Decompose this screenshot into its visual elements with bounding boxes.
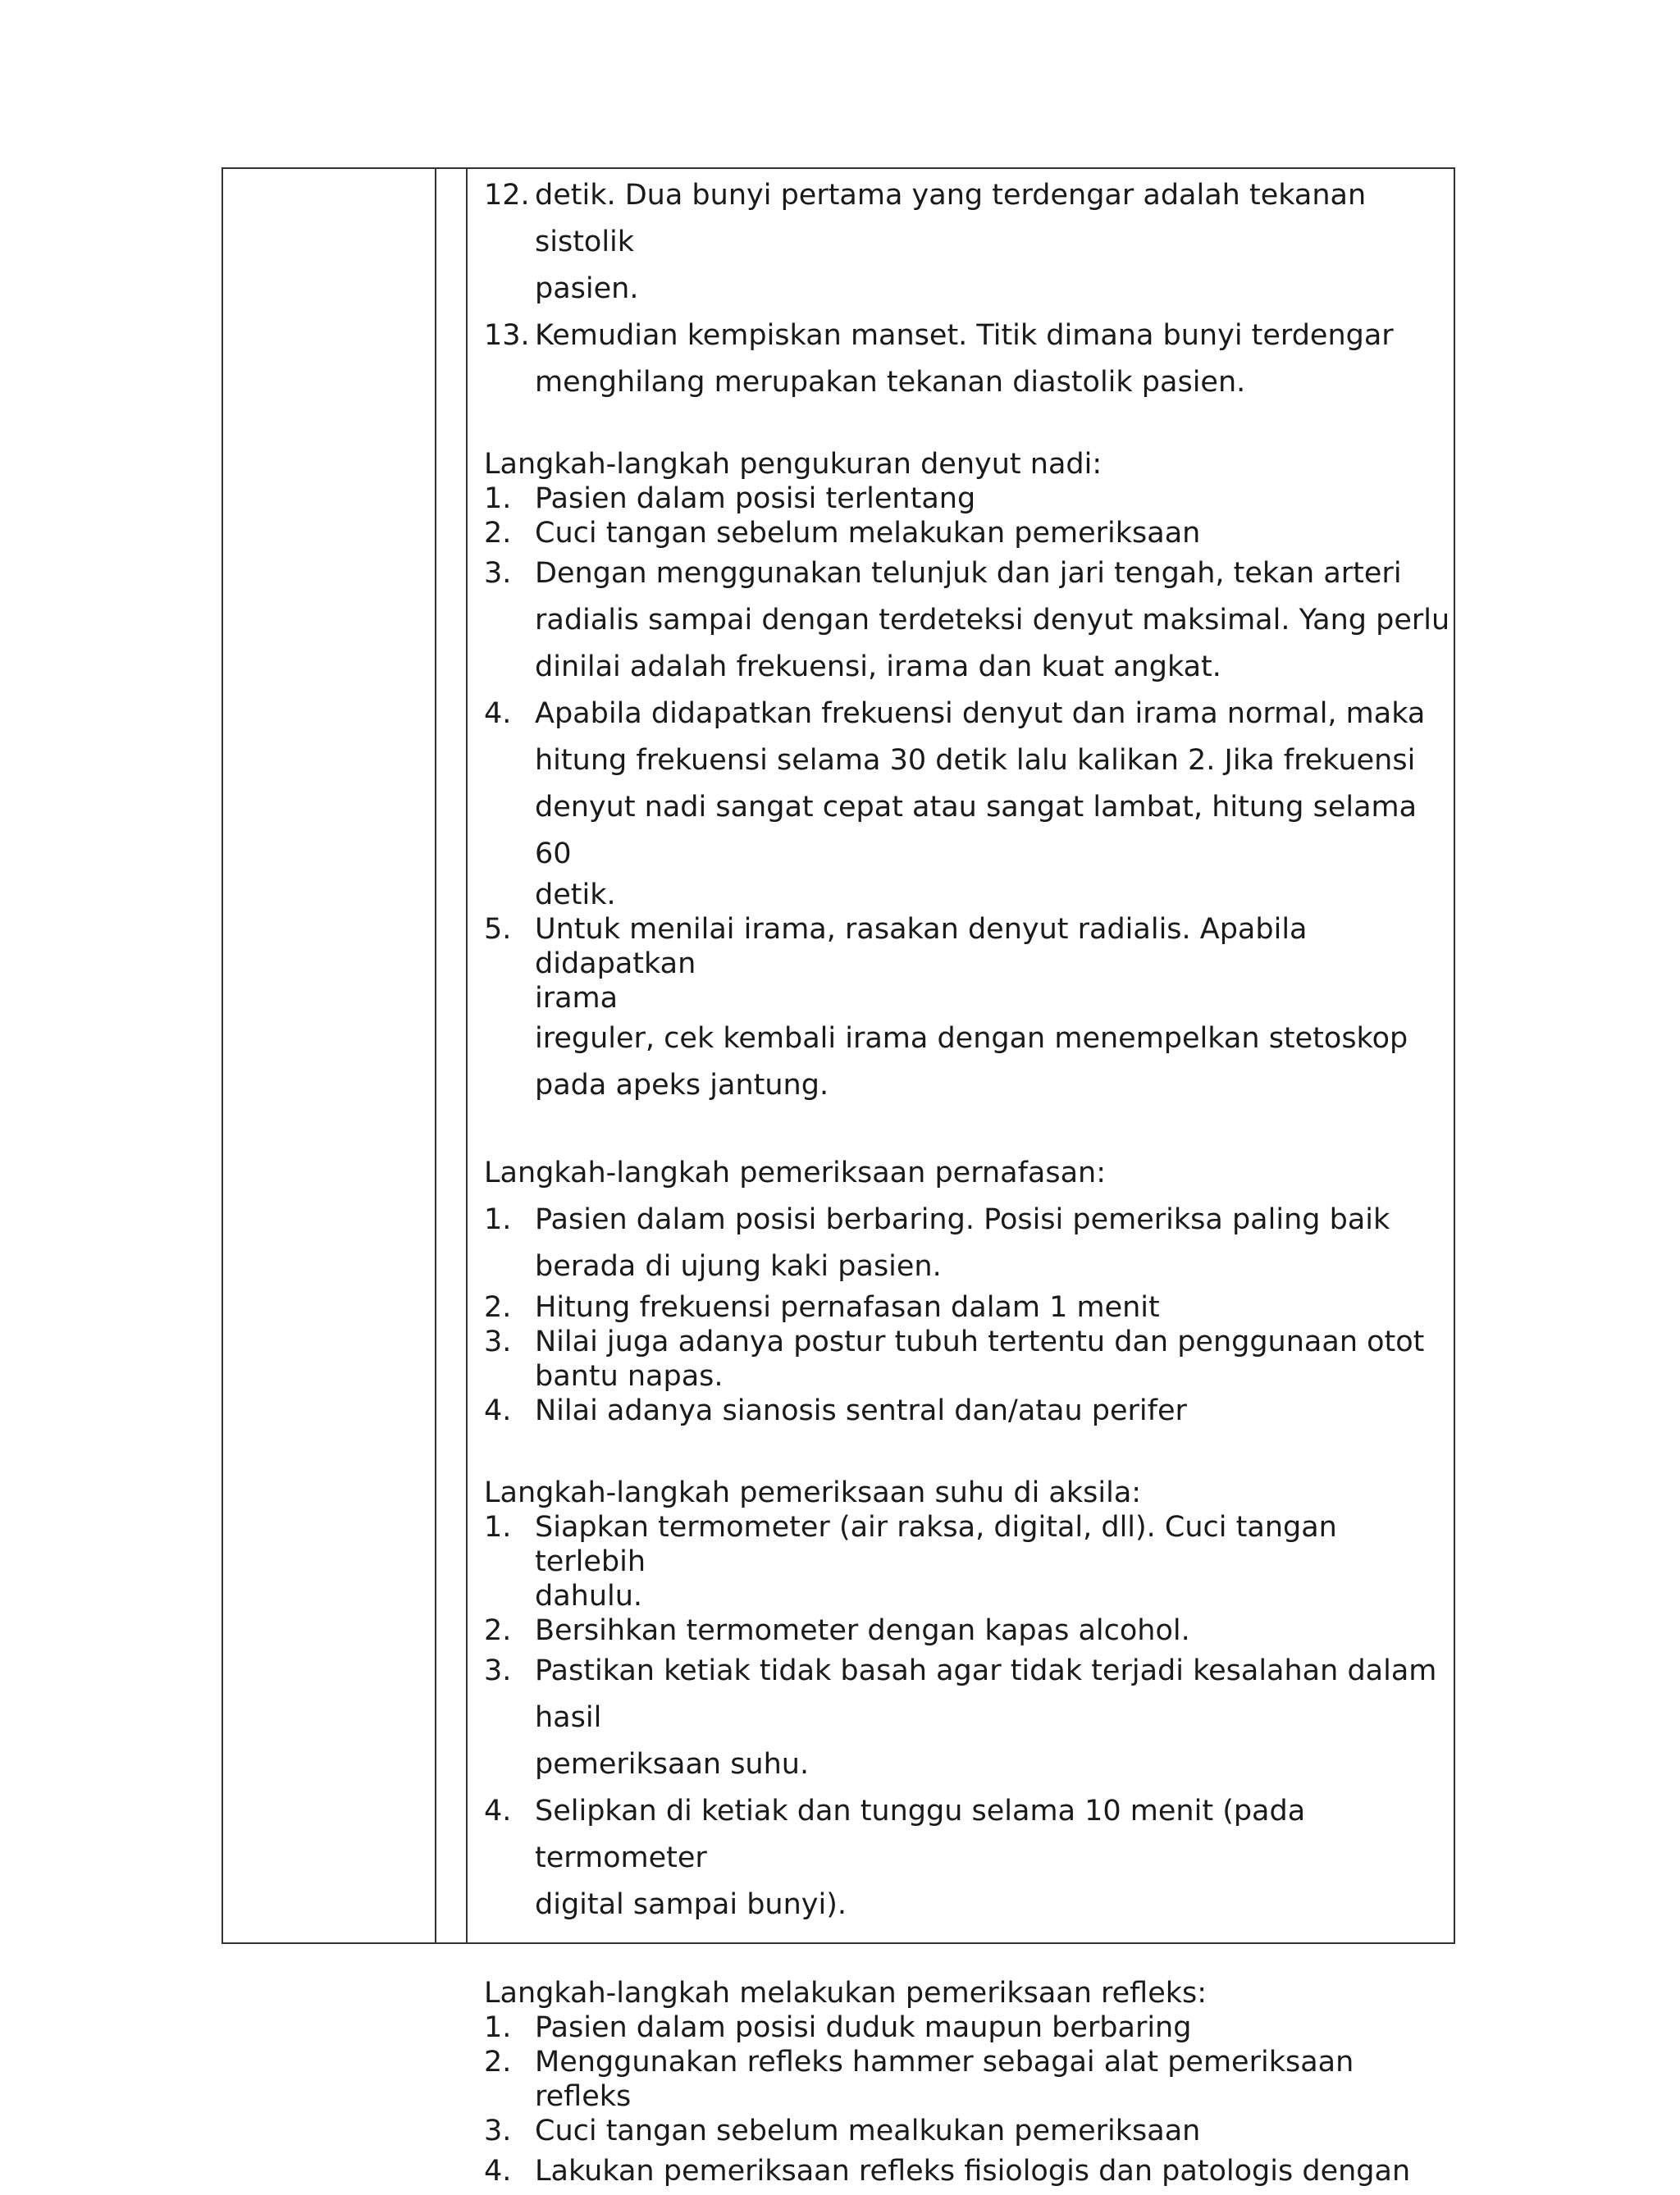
item-number: 2. [484, 2046, 512, 2079]
item-line: detik. Dua bunyi pertama yang terdengar adalah tekanan sistolik [535, 179, 1367, 258]
item-line: Nilai juga adanya postur tubuh tertentu dan penggunaan otot [535, 1326, 1425, 1358]
item-number: 13. [484, 319, 530, 352]
item-number: 3. [484, 557, 512, 590]
list-item [484, 313, 1452, 406]
item-number: 2. [484, 1614, 512, 1647]
list-item [484, 1788, 1452, 1928]
list-item [484, 516, 1452, 550]
item-number: 1. [484, 2011, 512, 2044]
section-heading: Langkah-langkah pemeriksaan suhu di aksila: [484, 1476, 1142, 1509]
item-line: digital sampai bunyi). [535, 1888, 847, 1921]
item-number: 5. [484, 913, 512, 946]
list-item [484, 550, 1452, 691]
item-number: 12. [484, 179, 530, 212]
item-line: ireguler, cek kembali irama dengan menempelkan stetoskop [535, 1022, 1408, 1055]
item-line: denyut nadi sangat cepat atau sangat lambat, hitung selama 60 [535, 791, 1418, 870]
item-line: dinilai adalah frekuensi, irama dan kuat angkat. [535, 650, 1221, 683]
item-line: Pasien dalam posisi duduk maupun berbaring [535, 2011, 1192, 2044]
item-line: Nilai adanya sianosis sentral dan/atau perifer [535, 1394, 1187, 1427]
item-line: pasien. [535, 272, 639, 305]
item-line: pemeriksaan suhu. [535, 1748, 810, 1781]
item-line: Siapkan termometer (air raksa, digital, dll). Cuci tangan terlebih [535, 1511, 1337, 1578]
list-item [484, 2148, 1452, 2195]
item-line: pada apeks jantung. [535, 1069, 829, 1102]
list-item [484, 172, 1452, 313]
column-divider-1 [435, 169, 436, 1942]
item-line: Kemudian kempiskan manset. Titik dimana bunyi terdengar [535, 319, 1394, 352]
list-item [484, 1648, 1452, 1788]
procedure-cell [484, 172, 1452, 2195]
item-line: Lakukan pemeriksaan refleks fisiologis dan patologis dengan [535, 2155, 1411, 2188]
list-item [484, 691, 1452, 912]
section-heading: Langkah-langkah pemeriksaan pernafasan: [484, 1157, 1107, 1189]
item-number: 3. [484, 2115, 512, 2147]
section-heading: Langkah-langkah melakukan pemeriksaan refleks: [484, 1977, 1208, 2010]
item-number: 4. [484, 2155, 512, 2188]
list-item [484, 481, 1452, 516]
item-line: hitung frekuensi selama 30 detik lalu kalikan 2. Jika frekuensi [535, 744, 1416, 777]
list-item [484, 1325, 1452, 1394]
item-line: irama [535, 982, 619, 1015]
item-line: berada di ujung kaki pasien. [535, 1250, 942, 1283]
item-number: 3. [484, 1326, 512, 1358]
item-line: Dengan menggunakan telunjuk dan jari tengah, tekan arteri [535, 557, 1402, 590]
list-item [484, 912, 1452, 1109]
item-line: Pasien dalam posisi terlentang [535, 482, 976, 515]
list-item [484, 2114, 1452, 2148]
item-line: Untuk menilai irama, rasakan denyut radialis. Apabila didapatkan [535, 913, 1308, 980]
item-line: Cuci tangan sebelum melakukan pemeriksaan [535, 517, 1201, 550]
item-line: Selipkan di ketiak dan tunggu selama 10 menit (pada termometer [535, 1795, 1306, 1874]
list-item [484, 1394, 1452, 1428]
section-heading: Langkah-langkah pengukuran denyut nadi: [484, 448, 1102, 481]
item-number: 2. [484, 1291, 512, 1324]
table-frame [221, 167, 1455, 2188]
item-line: Apabila didapatkan frekuensi denyut dan irama normal, maka [535, 697, 1426, 730]
item-number: 2. [484, 517, 512, 550]
item-line: radialis sampai dengan terdeteksi denyut maksimal. Yang perlu [535, 604, 1450, 637]
item-line: menghilang merupakan tekanan diastolik pasien. [535, 366, 1246, 399]
item-line: Hitung frekuensi pernafasan dalam 1 menit [535, 1291, 1160, 1324]
item-number: 1. [484, 1203, 512, 1236]
list-item [484, 1613, 1452, 1648]
item-number: 1. [484, 482, 512, 515]
item-number: 4. [484, 697, 512, 730]
item-number: 4. [484, 1394, 512, 1427]
item-line: Cuci tangan sebelum mealkukan pemeriksaan [535, 2115, 1201, 2147]
item-line: bantu napas. [535, 1360, 724, 1393]
item-line: detik. [535, 878, 616, 911]
item-number: 3. [484, 1654, 512, 1687]
item-number: 4. [484, 1795, 512, 1828]
item-number: 1. [484, 1511, 512, 1544]
list-item [484, 2045, 1452, 2114]
item-line: Bersihkan termometer dengan kapas alcohol. [535, 1614, 1190, 1647]
list-item [484, 1290, 1452, 1325]
column-divider-2 [466, 169, 468, 1942]
list-item [484, 1510, 1452, 1613]
list-item [484, 1197, 1452, 1290]
item-line: Pastikan ketiak tidak basah agar tidak terjadi kesalahan dalam hasil [535, 1654, 1437, 1734]
item-line: dahulu. [535, 1580, 643, 1613]
item-line: Pasien dalam posisi berbaring. Posisi pemeriksa paling baik [535, 1203, 1390, 1236]
list-item [484, 2010, 1452, 2045]
item-line: Menggunakan refleks hammer sebagai alat pemeriksaan refleks [535, 2046, 1354, 2113]
